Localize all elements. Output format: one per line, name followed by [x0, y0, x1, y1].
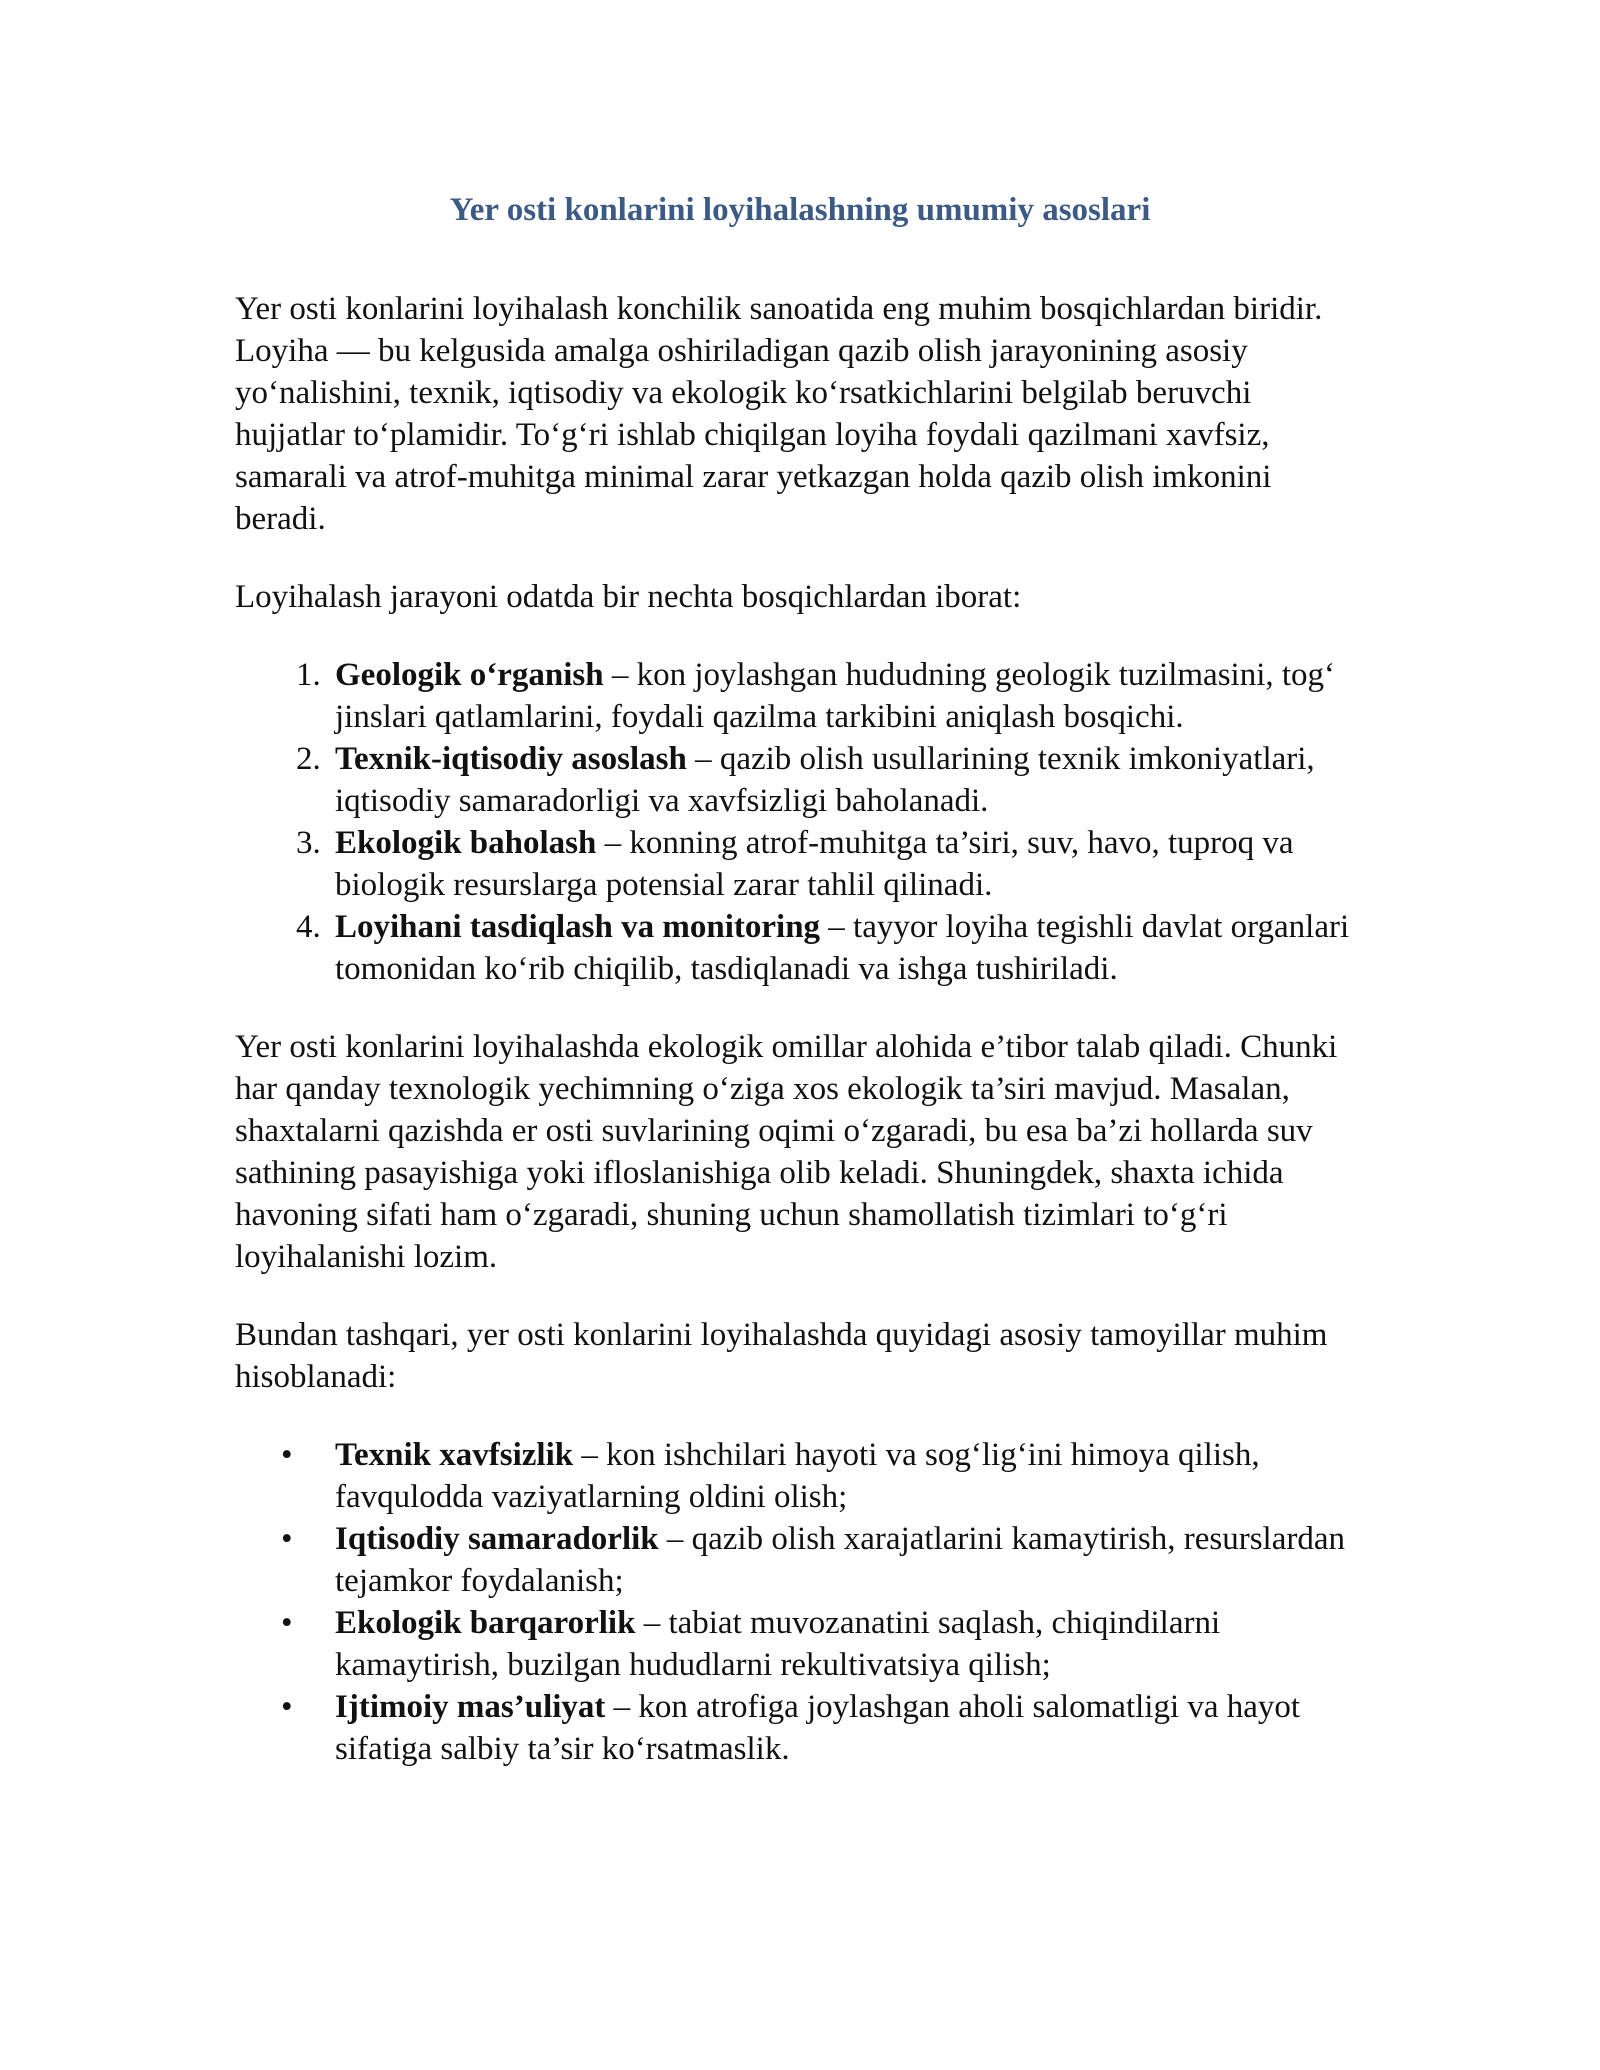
page-title: Yer osti konlarini loyihalashning umumiy asoslari — [449, 192, 1151, 228]
list-item — [281, 1686, 1365, 1770]
list-item — [281, 1602, 1365, 1686]
list-item — [329, 906, 1365, 990]
intro-paragraph: Yer osti konlarini loyihalash konchilik sanoatida eng muhim bosqichlardan biridir. Loyiha — bu kelgusida amalga oshiriladigan qazib olish jarayonining asosiy yo‘nalishini, texnik, iqtisodiy va ekologik ko‘rsatkichlarini belgilab beruvchi hujjatlar to‘plamidir. To‘g‘ri ishlab chiqilgan loyiha foydali qazilmani xavfsiz, samarali va atrof-muhitga minimal zarar yetkazgan holda qazib olish imkonini beradi. — [235, 291, 1323, 537]
bullet-icon: • — [281, 1689, 293, 1725]
stage-term: Ekologik baholash — [335, 825, 597, 861]
list-item — [329, 822, 1365, 906]
stage-text: – qazib olish usullarining texnik imkoniyatlari, iqtisodiy samaradorligi va xavfsizligi baholanadi. — [335, 741, 1315, 819]
principle-term: Texnik xavfsizlik — [335, 1437, 574, 1473]
list-item — [329, 738, 1365, 822]
bullet-icon: • — [281, 1437, 293, 1473]
principle-term: Ijtimoiy mas’uliyat — [335, 1689, 606, 1725]
principle-text: – kon ishchilari hayoti va sog‘lig‘ini himoya qilish, favqulodda vaziyatlarning oldini olish; — [335, 1437, 1260, 1515]
principle-text: – tabiat muvozanatini saqlash, chiqindilarni kamaytirish, buzilgan hududlarni rekultivatsiya qilish; — [335, 1605, 1221, 1683]
bullet-icon: • — [281, 1521, 293, 1557]
stage-text: – konning atrof-muhitga ta’siri, suv, havo, tuproq va biologik resurslarga potensial zarar tahlil qilinadi. — [335, 825, 1294, 903]
ecology-paragraph: Yer osti konlarini loyihalashda ekologik omillar alohida e’tibor talab qiladi. Chunki har qanday texnologik yechimning o‘ziga xos ekologik ta’siri mavjud. Masalan, shaxtalarni qazishda er osti suvlarining oqimi o‘zgaradi, bu esa ba’zi hollarda suv sathining pasayishiga yoki ifloslanishiga olib keladi. Shuningdek, shaxta ichida havoning sifati ham o‘zgaradi, shuning uchun shamollatish tizimlari to‘g‘ri loyihalanishi lozim. — [235, 1029, 1338, 1275]
stages-list — [235, 654, 1365, 990]
stage-term: Texnik-iqtisodiy asoslash — [335, 741, 687, 777]
principle-term: Ekologik barqarorlik — [335, 1605, 636, 1641]
principles-intro: Bundan tashqari, yer osti konlarini loyihalashda quyidagi asosiy tamoyillar muhim hisoblanadi: — [235, 1317, 1328, 1395]
bullet-icon: • — [281, 1605, 293, 1641]
stage-text: – tayyor loyiha tegishli davlat organlari tomonidan ko‘rib chiqilib, tasdiqlanadi va ishga tushiriladi. — [335, 909, 1350, 987]
principle-term: Iqtisodiy samaradorlik — [335, 1521, 659, 1557]
list-item — [329, 654, 1365, 738]
list-item — [281, 1518, 1365, 1602]
stage-term: Geologik o‘rganish — [335, 657, 604, 693]
principle-text: – qazib olish xarajatlarini kamaytirish, resurslardan tejamkor foydalanish; — [335, 1521, 1346, 1599]
stage-term: Loyihani tasdiqlash va monitoring — [335, 909, 821, 945]
stage-text: – kon joylashgan hududning geologik tuzilmasini, tog‘ jinslari qatlamlarini, foydali qazilma tarkibini aniqlash bosqichi. — [335, 657, 1336, 735]
document-body — [235, 288, 1365, 1770]
list-item — [281, 1434, 1365, 1518]
principle-text: – kon atrofiga joylashgan aholi salomatligi va hayot sifatiga salbiy ta’sir ko‘rsatmaslik. — [335, 1689, 1301, 1767]
principles-list — [235, 1434, 1365, 1770]
stages-intro: Loyihalash jarayoni odatda bir nechta bosqichlardan iborat: — [235, 579, 1022, 615]
